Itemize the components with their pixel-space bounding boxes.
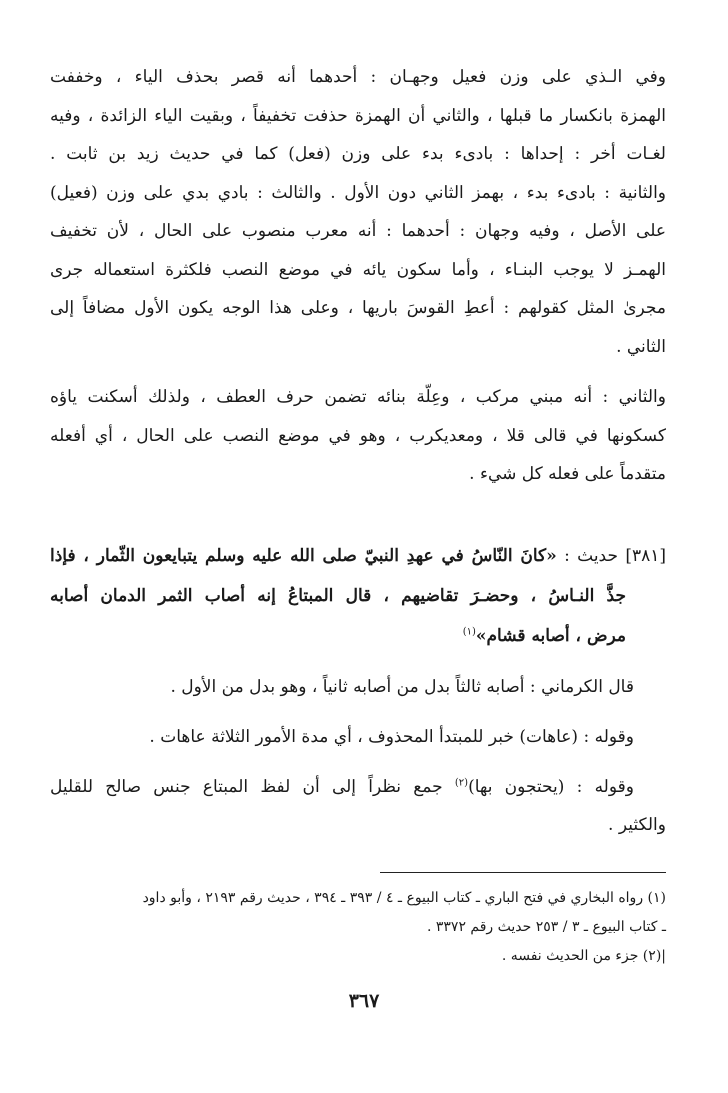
footnote-1: (١) رواه البخاري في فتح الباري ـ كتاب البيوع ـ ٤ / ٣٩٣ ـ ٣٩٤ ، حديث رقم ٢١٩٣ ، وأبو داود xyxy=(142,890,666,906)
hadith-line-2: جذَّ النـاسُ ، وحضـرَ تقاضيهم ، قال المبتاعُ إنه أصاب الثمر الدمان أصابه xyxy=(50,585,626,606)
text-line: والثانية : بادىء بدء ، بهمز الثاني دون الأول . والثالث : بادي بدي على وزن (فعيل) xyxy=(50,182,666,203)
text-line: متقدماً على فعله كل شيء . xyxy=(469,464,666,484)
hadith-line-1 xyxy=(50,536,666,576)
commentary-kirmani xyxy=(50,668,666,706)
page-body xyxy=(50,58,666,845)
text-line: الهمزة بانكسار ما قبلها ، والثاني أن الهمزة حذفت تخفيفاً ، وبقيت الياء الزائدة ، وفيه xyxy=(50,105,666,126)
text-line: على الأصل ، وفيه وجهان : أحدهما : أنه معرب منصوب على الحال ، لأن تخفيف xyxy=(50,221,666,241)
footnote-ref[interactable]: (١) xyxy=(462,625,476,637)
text-line xyxy=(50,768,666,807)
commentary-ahat xyxy=(50,718,666,756)
paragraph-1 xyxy=(50,58,666,366)
text-line: والكثير . xyxy=(608,815,666,835)
footnote-ref[interactable]: (٢) xyxy=(454,776,469,788)
text-line: وقوله : (عاهات) خبر للمبتدأ المحذوف ، أي مدة الأمور الثلاثة عاهات . xyxy=(149,726,634,747)
text-line: مجرىٰ المثل كقولهم : أعطِ القوسَ باريها ، وعلى هذا الوجه يكون الأول مضافاً إلى xyxy=(50,298,666,318)
hadith-line-3 xyxy=(50,616,666,656)
text-line: والثاني : أنه مبني مركب ، وعِلّة بنائه تضمن حرف العطف ، ولذلك أسكنت ياؤه xyxy=(50,387,666,407)
commentary-yahtajun xyxy=(50,768,666,845)
footnotes xyxy=(50,884,666,971)
footnote-2: |(٢) جزء من الحديث نفسه . xyxy=(501,948,666,964)
hadith-block xyxy=(50,536,666,656)
hadith-number: [٣٨١] xyxy=(625,545,666,566)
paragraph-2 xyxy=(50,378,666,494)
text-line: قال الكرماني : أصابه ثالثاً بدل من أصابه ثانياً ، وهو بدل من الأول . xyxy=(170,676,634,697)
text-line: الثاني . xyxy=(616,336,666,357)
footnote-1-cont: ـ كتاب البيوع ـ ٣ / ٢٥٣ حديث رقم ٣٣٧٢ . xyxy=(426,919,666,935)
page-number: ٣٦٧ xyxy=(348,990,380,1012)
quote-text: وقوله : (يحتجون بها) xyxy=(468,776,634,797)
hadith-label: حديث : xyxy=(564,545,618,566)
hadith-text: «كانَ النّاسُ في عهدِ النبيّ صلى الله عليه وسلم يتبايعون الثّمار ، فإذا xyxy=(50,545,557,566)
hadith-text: مرض ، أصابه قشام» xyxy=(475,625,626,646)
text-segment: جمع نظراً إلى أن لفظ المبتاع جنس صالح للقليل xyxy=(50,776,455,797)
text-line: كسكونها في قالى قلا ، ومعديكرب ، وهو في موضع النصب على الحال ، أي أفعله xyxy=(50,425,666,446)
text-line: الهمـز لا يوجب البنـاء ، وأما سكون يائه في موضع النصب فلكثرة استعماله جرى xyxy=(50,259,666,280)
footnote-divider xyxy=(380,872,666,873)
text-line: وفي الـذي على وزن فعيل وجهـان : أحدهما أنه قصر بحذف الياء ، وخففت xyxy=(50,67,666,87)
text-line: لغـات أخر : إحداها : بادىء بدء على وزن (فعل) كما في حديث زيد بن ثابت . xyxy=(50,144,666,164)
